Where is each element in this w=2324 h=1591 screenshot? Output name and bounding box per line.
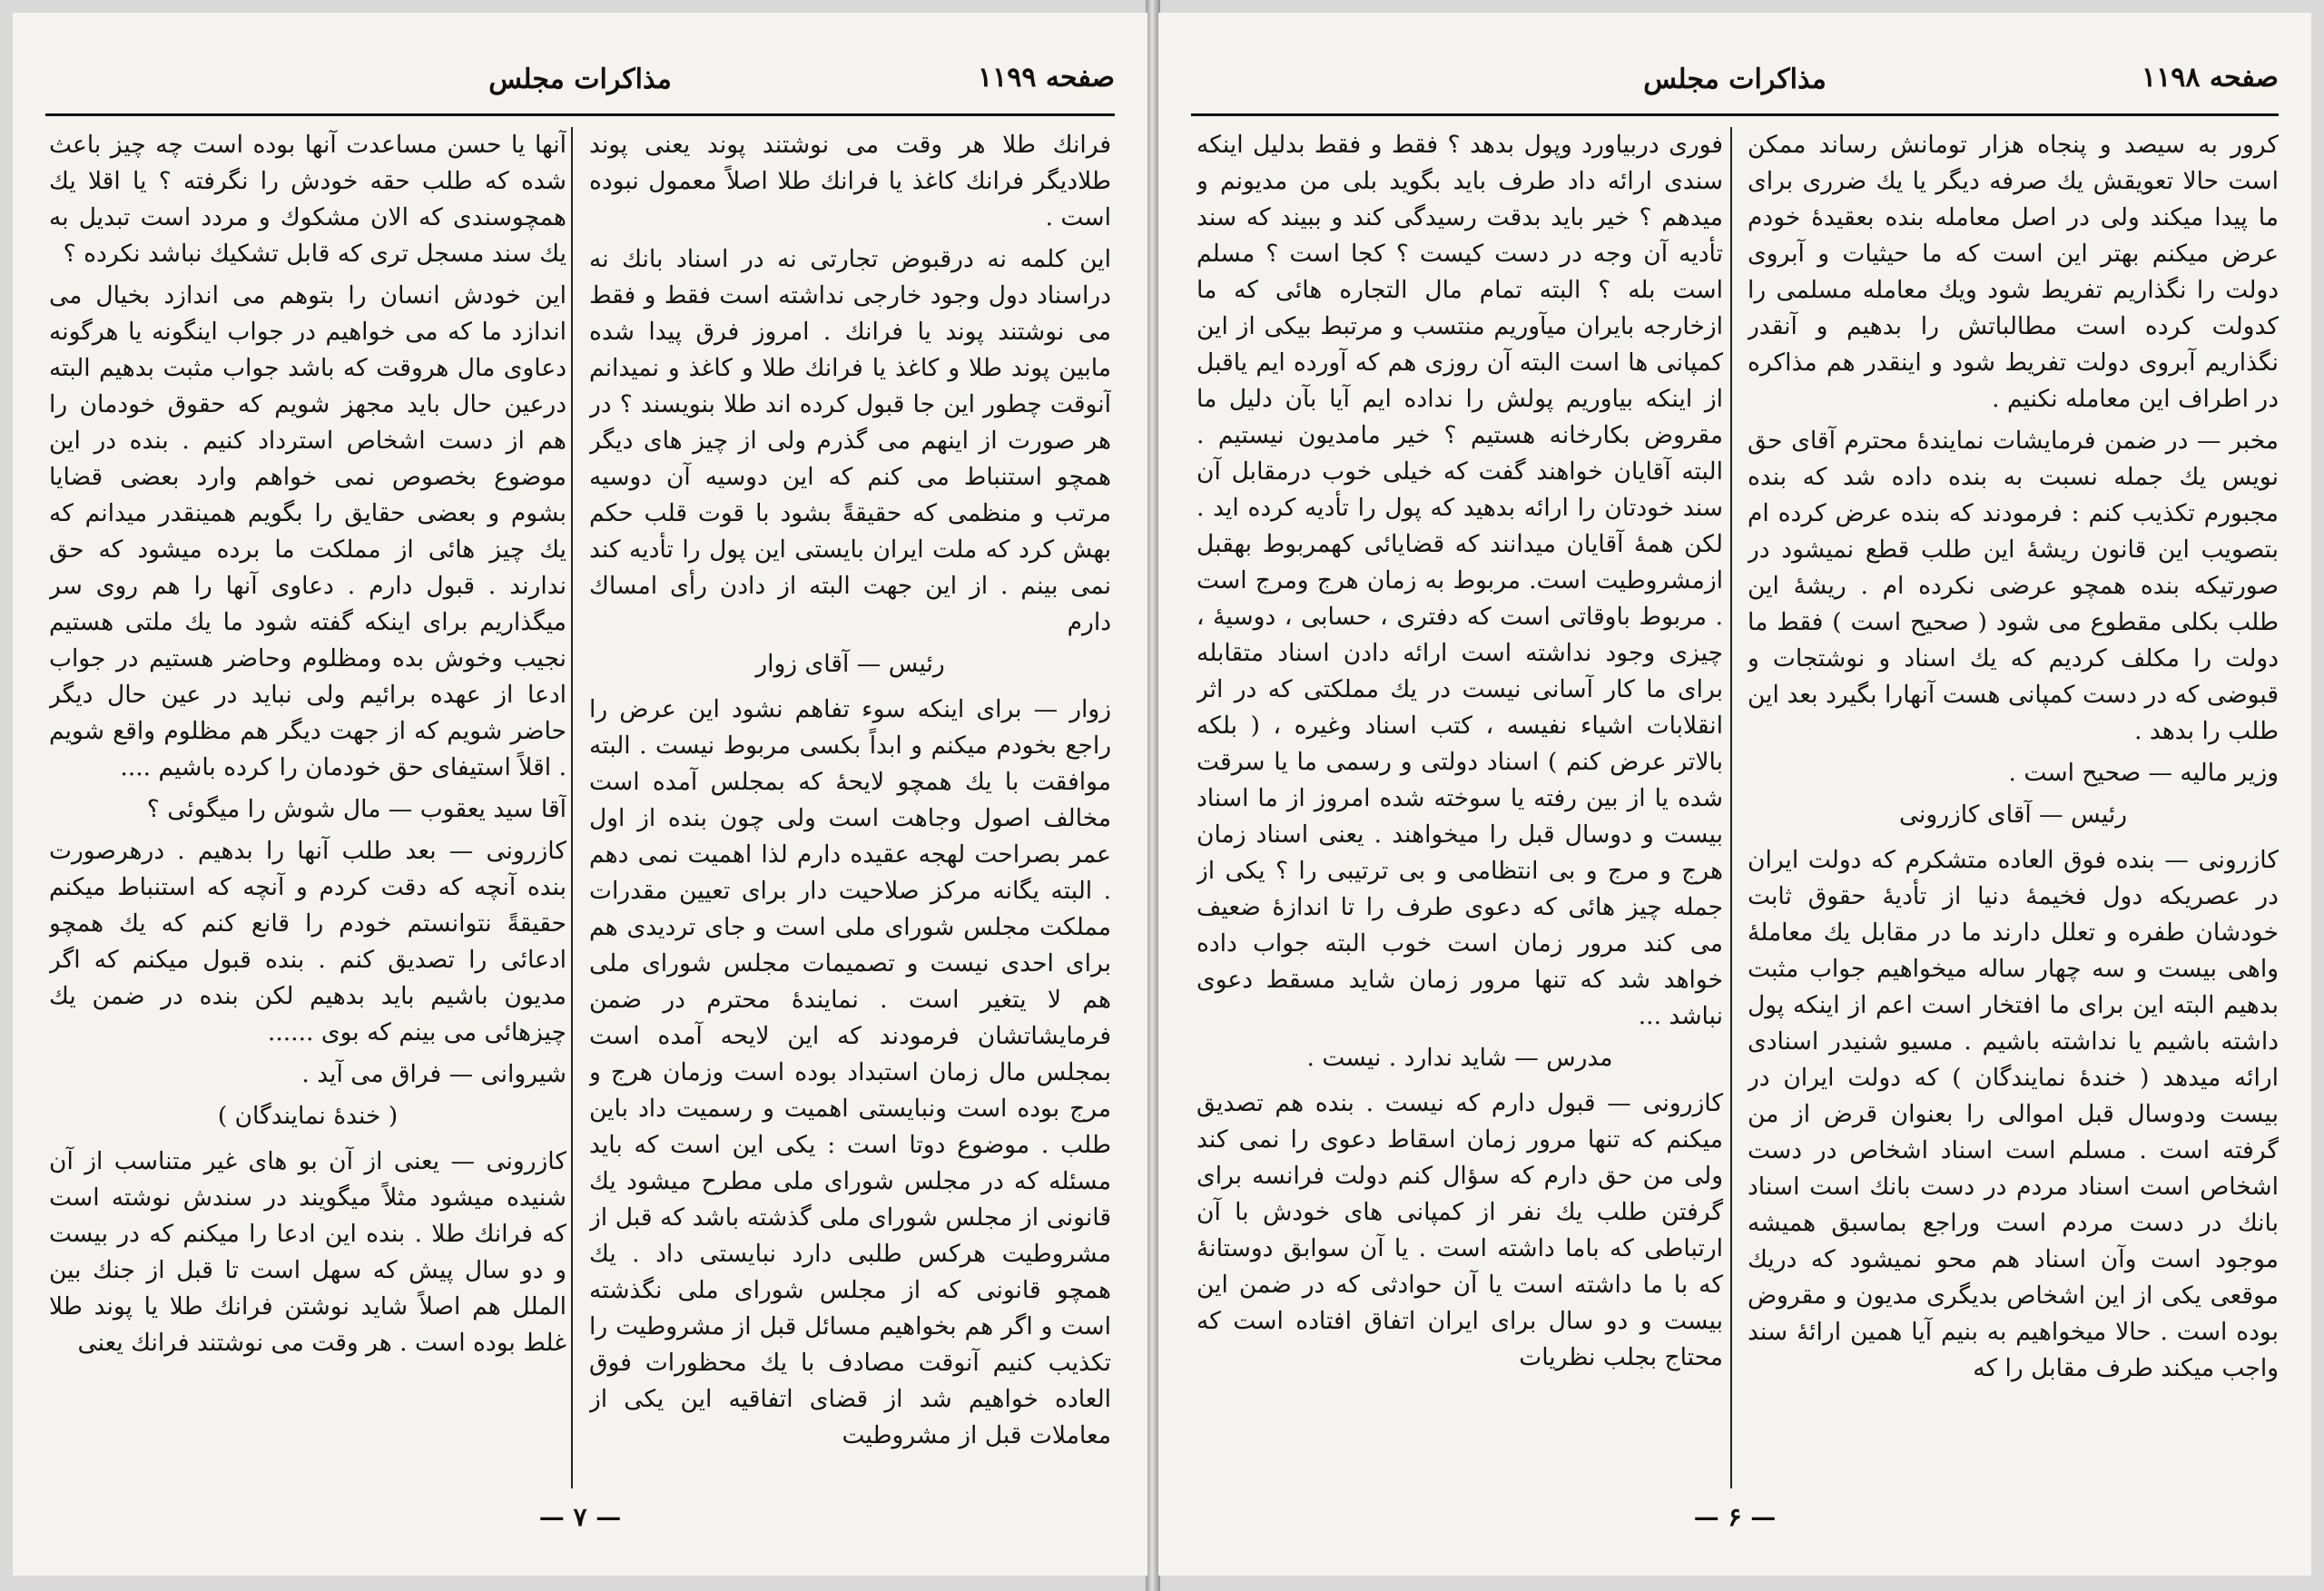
paragraph: فرانك طلا هر وقت می نوشتند پوند یعنی پوند طلادیگر فرانك کاغذ یا فرانك طلا اصلاً معمول نبوده است . [589,131,1111,231]
paragraph: کازرونی — قبول دارم که نیست . بنده هم تصدیق میکنم که تنها مرور زمان اسقاط دعوی را نمی کند ولی من حق دارم که سؤال کنم دولت فرانسه برای گرفتن طلب یك نفر از کمپانی های خودش با آن ارتباطی که باما داشته است . یا آن سوابق دوستانهٔ که با ما داشته است یا آن حوادثی که در ضمن این بیست و دو سال برای ایران اتفاق افتاده است که محتاج بجلب نظریات [1196,1089,1723,1371]
right-page-header [1191,62,2279,116]
left-header-rule [45,113,1115,116]
left-page-footer: — ۷ — [538,1502,622,1532]
paragraph: کازرونی — یعنی از آن بو های غیر متناسب از آن شنیده میشود مثلاً میگویند در سندش نوشته است که فرانك طلا . بنده این ادعا را میکنم که در بیست و دو سال پیش که سهل است تا قبل از جنك بین الملل هم اصلاً شاید نوشتن فرانك طلا یا پوند طلا غلط بوده است . هر وقت می نوشتند فرانك یعنی [49,1147,566,1357]
left-column-divider [571,127,573,1488]
right-page-column-left [1196,127,1723,1470]
paragraph: کازرونی — بعد طلب آنها را بدهیم . درهرصورت بنده آنچه که دقت کردم و آنچه که استنباط میکنم حقیقةً نتوانستم خودم را قانع کنم که یك همچو ادعائی را تصدیق کنم . بنده قبول میکنم که اگر مدیون باشیم باید بدهیم لکن بنده در ضمن یك چیزهائی می بینم که بوی ...... [49,837,566,1046]
right-page-footer: — ۶ — [1693,1502,1777,1532]
paragraph: وزیر مالیه — صحیح است . [2008,759,2279,787]
paragraph: زوار — برای اینکه سوء تفاهم نشود این عرض را راجع بخودم میکنم و ابداً بکسی مربوط نیست . البته موافقت با یك همچو لایحهٔ که بمجلس آمده است مخالف اصول وجاهت است ولی چون بنده از اول عمر بصراحت لهجه عقیده دارم لذا اهمیت نمی دهم . البته یگانه مرکز صلاحیت دار برای تعیین مقدرات مملکت مجلس شورای ملی است و جای تردیدی هم برای احدی نیست و تصمیمات مجلس شورای ملی هم لا یتغیر است . نمایندهٔ محترم در ضمن فرمایشاتشان فرمودند که این لایحه آمده است بمجلس مال زمان استبداد بوده است وزمان هرج و مرج بوده است ونبایستی اهمیت و رسمیت داد باین طلب . موضوع دوتا است : یکی این است که باید مسئله که در مجلس شورای ملی مطرح میشود یك قانونی از مجلس شورای ملی گذشته باشد که قبل از مشروطیت هرکس طلبی دارد نبایستی داد . یك همچو قانونی که از مجلس شورای ملی نگذشته است و اگر هم بخواهیم مسائل قبل از مشروطیت را تکذیب کنیم آنوقت مصادف با یك محظورات فوق العاده خواهیم شد از قضای اتفاقیه این یکی از معاملات قبل از مشروطیت [589,695,1111,1449]
left-page-column-right [589,127,1111,1470]
right-column-divider [1730,127,1732,1488]
left-page [13,13,1147,1576]
paragraph: کازرونی — بنده فوق العاده متشکرم که دولت ایران در عصریکه دول فخیمهٔ دنیا از تأدیهٔ حقوق ثابت خودشان طفره و تعلل دارند ما در مقابل یك معاملهٔ واهی بیست و سه چهار ساله میخواهیم جواب مثبت بدهیم البته این برای ما افتخار است اعم از اینکه پول داشته باشیم یا نداشته باشیم . مسیو شنیدر اسنادی ارائه میدهد ( خندهٔ نمایندگان ) که دولت ایران در بیست ودوسال قبل اموالی را بعنوان قرض از من گرفته است . مسلم است اسناد اشخاص در دست اشخاص است اسناد مردم در دست بانك است اسناد بانك در دست مردم است وراجع بماسبق همیشه موجود است وآن اسناد هم محو نمیشود که دریك موقعی یکی از این اشخاص بدیگری مدیون و مقروض بوده است . حالا میخواهیم به بنیم آیا همین ارائهٔ سند واجب میکند طرف مقابل را که [1748,846,2279,1382]
right-page [1158,13,2311,1576]
right-page-title: مذاکرات مجلس [1643,64,1827,95]
paragraph: این کلمه نه درقبوض تجارتی نه در اسناد بانك نه دراسناد دول وجود خارجی نداشته است فقط و فقط می نوشتند پوند یا فرانك . امروز فرق پیدا شده مابین پوند طلا و کاغذ یا فرانك طلا و کاغذ و نمیدانم آنوقت چطور این جا قبول کرده اند طلا بنویسند ؟ در هر صورت از اینهم می گذرم ولی از چیز های دیگر همچو استنباط می کنم که این دوسیه آن دوسیه مرتب و منظمی که حقیقةً بشود با قوت قلب حکم بهش کرد که ملت ایران بایستی این پول را تأدیه کند نمی بینم . از این جهت البته از دادن رأی امساك دارم [589,245,1111,636]
right-page-number: صفحه ۱۱۹۸ [2142,62,2279,93]
paragraph: کرور به سیصد و پنجاه هزار تومانش رساند ممکن است حالا تعویقش یك صرفه دیگر یا یك ضرری برای ما پیدا میکند ولی در اصل معامله بنده بعقیدهٔ خودم عرض میکنم بهتر این است که ما حیثیات و آبروی دولت را نگذاریم تفریط شود ویك معامله مسلمی را کدولت کرده است مطالباتش را بدهیم و آنقدر نگذاریم آبروی دولت تفریط شود و اینقدر هم مذاکره در اطراف این معامله نکنیم . [1748,131,2279,413]
interjection: مدرس — شاید ندارد . نیست . [1306,1044,1613,1072]
paragraph: مخبر — در ضمن فرمایشات نمایندهٔ محترم آقای حق نویس یك جمله نسبت به بنده داده شد که بنده مجبورم تکذیب کنم : فرمودند که بنده عرض کرده ام بتصویب این قانون ریشهٔ این طلب قطع نمیشود در صورتیکه بنده همچو عرضی نکرده ام . ریشهٔ این طلب بکلی مقطوع می شود ( صحیح است ) فقط ما دولت را مکلف کردیم که یك اسناد و نوشتجات و قبوضی که در دست کمپانی هست آنهارا بگیرد بعد این طلب را بدهد . [1748,427,2279,745]
laughter-note: ( خندهٔ نمایندگان ) [217,1102,399,1130]
left-page-title: مذاکرات مجلس [488,64,672,95]
paragraph: آنها یا حسن مساعدت آنها بوده است چه چیز باعث شده که طلب حقه خودش را نگرفته ؟ یا اقلا یك همچوسندی که الان مشکوك و مردد است تبدیل به یك سند مسجل تری که قابل تشکیك نباشد نکرده ؟ [49,131,566,268]
right-header-rule [1191,113,2279,116]
left-page-header [45,62,1115,116]
left-page-column-left [49,127,566,1470]
speaker-heading: رئیس — آقای زوار [755,650,945,678]
left-page-number: صفحه ۱۱۹۹ [978,62,1115,93]
paragraph: آقا سید یعقوب — مال شوش را میگوئی ؟ [146,795,566,823]
paragraph: شیروانی — فراق می آید . [301,1060,566,1088]
paragraph: فوری دربیاورد وپول بدهد ؟ فقط و فقط بدلیل اینکه سندی ارائه داد طرف باید بگوید بلی من مدیونم و میدهم ؟ خیر باید بدقت رسیدگی کند و ببیند که سند تأدیه آن وجه در دست کیست ؟ کجا است ؟ مسلم است بله ؟ البته تمام مال التجاره هائی که ما ازخارجه بایران میآوریم منتسب و مرتبط بیکی از این کمپانی ها است البته آن روزی هم که آورده ایم یاقبل از اینکه بیاوریم پولش را نداده ایم آیا بآن دلیل ما مقروض بکارخانه هستیم ؟ خیر مامدیون نیستیم . البته آقایان خواهند گفت که خیلی خوب درمقابل آن سند خودتان را ارائه بدهید که پول را تأدیه کرده اید . لکن همهٔ آقایان میدانند که قضایائی کهمربوط بهقبل ازمشروطیت است. مربوط به زمان هرج ومرج است . مربوط باوقاتی است که دفتری ، حسابی ، دوسیهٔ ، چیزی وجود نداشته است ارائه دادن اسناد متقابله برای ما کار آسانی نیست در یك مملکتی که در اثر انقلابات اشیاء نفیسه ، کتب اسناد وغیره ، ( بلکه بالاتر عرض کنم ) اسناد دولتی و رسمی ما یا سرقت شده یا از بین رفته یا سوخته شده امروز از ما اسناد بیست و دوسال قبل را میخواهند . یعنی اسناد زمان هرج و مرج و بی انتظامی و بی ترتیبی را ؟ یکی از جمله چیز هائی که دعوی طرف را تا اندازهٔ ضعیف می کند مرور زمان است خوب البته جواب داده خواهد شد که تنها مرور زمان شاید مسقط دعوی نباشد ... [1196,131,1723,1030]
speaker-heading: رئیس — آقای کازرونی [1898,800,2128,829]
paragraph: این خودش انسان را بتوهم می اندازد بخیال می اندازد ما که می خواهیم در جواب اینگونه یا هرگونه دعاوی مال هروقت که باشد جواب مثبت بدهیم البته درعین حال باید مجهز شویم که حقوق خودمان را هم از دست اشخاص استرداد کنیم . بنده در این موضوع بخصوص نمی خواهم وارد بعضی قضایا بشوم و بعضی حقایق را بگویم همینقدر میدانم که یك چیز هائی از مملکت ما برده میشود که حق ندارند . قبول دارم . دعاوی آنها را هم روی سر میگذاریم برای اینکه گفته شود ما یك ملتی هستیم نجیب وخوش بده ومظلوم وحاضر هستیم در جواب ادعا از عهده برائیم ولی نباید در عین حال دیگر حاضر شویم که از جهت دیگر هم مظلوم واقع شویم . اقلاً استیفای حق خودمان را کرده باشیم .... [49,281,566,781]
right-page-column-right [1748,127,2279,1470]
